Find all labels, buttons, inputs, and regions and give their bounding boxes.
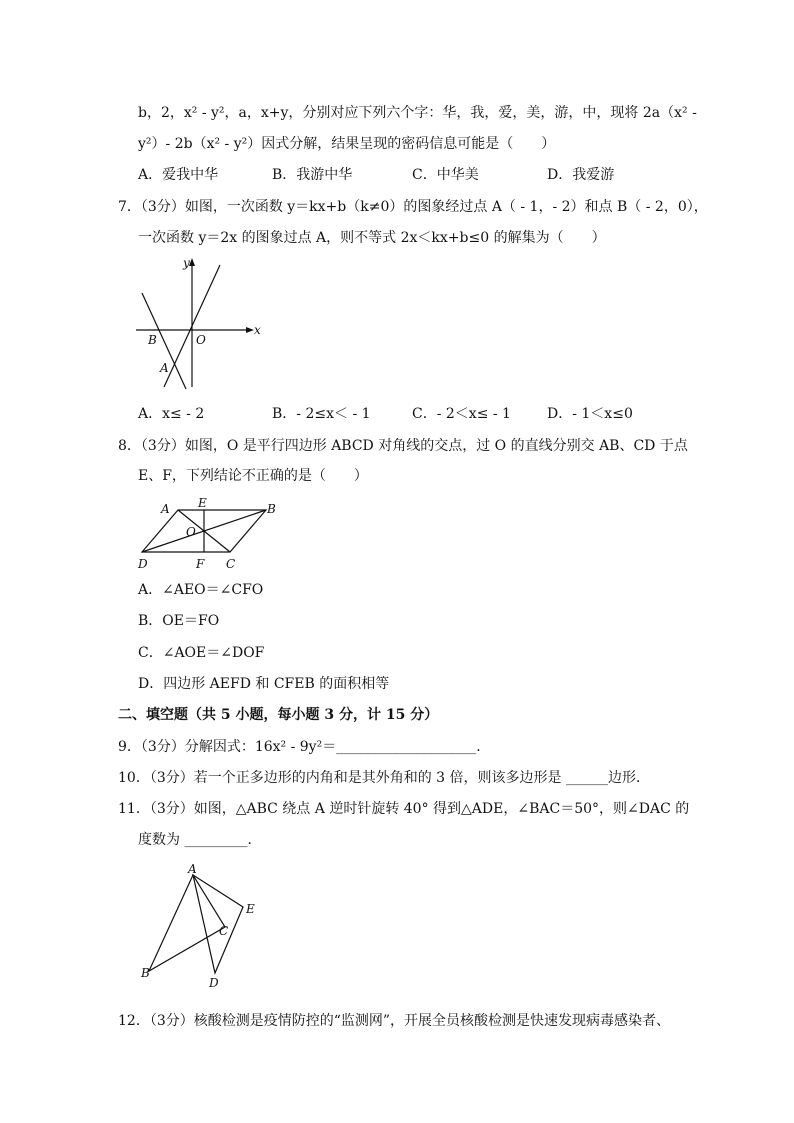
y-axis-arrow <box>189 258 195 266</box>
q6-option-b: B．我游中华 <box>272 167 353 183</box>
q6-text-line1: b，2，x² - y²，a，x+y，分别对应下列六个字：华，我，爱，美，游，中，现将 2a（x² - <box>138 105 697 121</box>
q8-option-a: A．∠AEO＝∠CFO <box>138 582 264 598</box>
q6-option-a: A．爱我中华 <box>138 167 219 183</box>
origin-label: O <box>196 333 206 347</box>
triangle-abc <box>149 875 225 971</box>
q8-option-d: D．四边形 AEFD 和 CFEB 的面积相等 <box>138 676 390 692</box>
point-e-label: E <box>198 496 207 510</box>
q8-text-line1: 8．（3分）如图，O 是平行四边形 ABCD 对角线的交点，过 O 的直线分别交 AB、CD 于点 <box>118 438 688 454</box>
q7-text-line1: 7．（3分）如图，一次函数 y＝kx+b（k≠0）的图象经过点 A（ - 1，- 2）和点 B（ - 2，0）， <box>118 199 708 215</box>
point-a-label: A <box>161 502 170 516</box>
q8-text-line2: E、F，下列结论不正确的是（ ） <box>138 468 368 484</box>
y-axis-label: y <box>183 256 190 270</box>
point-a-label: A <box>160 361 169 375</box>
q8-option-c: C．∠AOE＝∠DOF <box>138 645 265 661</box>
point-d-label: D <box>138 557 148 571</box>
q7-text-line2: 一次函数 y＝2x 的图象过点 A，则不等式 2x＜kx+b≤0 的解集为（ ） <box>138 230 606 246</box>
point-d-label: D <box>209 976 219 990</box>
q10-text: 10．（3分）若一个正多边形的内角和是其外角和的 3 倍，则该多边形是 ______边形． <box>118 770 650 786</box>
q6-option-d: D．我爱游 <box>547 167 615 183</box>
q11-rotation-figure <box>135 863 265 993</box>
q7-option-b: B．- 2≤x＜ - 1 <box>272 406 371 422</box>
point-o-label: O <box>186 525 196 539</box>
q9-text: 9．（3分）分解因式：16x² - 9y²＝____________________． <box>118 739 491 755</box>
triangle-ade <box>193 875 243 973</box>
point-f-label: F <box>196 557 205 571</box>
q6-option-c: C．中华美 <box>412 167 479 183</box>
q7-option-d: D．- 1＜x≤0 <box>547 406 633 422</box>
q12-text: 12．（3分）核酸检测是疫情防控的“监测网”，开展全员核酸检测是快速发现病毒感染者、 <box>118 1013 671 1029</box>
q11-text-line1: 11．（3分）如图，△ABC 绕点 A 逆时针旋转 40° 得到△ADE，∠BAC＝50°，则∠DAC 的 <box>118 801 690 817</box>
q8-option-b: B．OE＝FO <box>138 613 220 629</box>
point-c-label: C <box>226 557 236 571</box>
q11-text-line2: 度数为 _________． <box>138 832 262 848</box>
q6-text-line2: y²）- 2b（x² - y²）因式分解，结果呈现的密码信息可能是（ ） <box>138 136 556 152</box>
q7-option-a: A．x≤ - 2 <box>138 406 205 422</box>
point-e-label: E <box>246 902 255 916</box>
q7-option-c: C．- 2＜x≤ - 1 <box>412 406 511 422</box>
x-axis-arrow <box>246 327 254 333</box>
point-b-label: B <box>141 966 150 980</box>
section-2-heading: 二、填空题（共 5 小题，每小题 3 分，计 15 分） <box>118 707 439 723</box>
q8-parallelogram-figure <box>130 494 290 574</box>
point-b-label: B <box>148 333 157 347</box>
point-c-label: C <box>219 924 229 938</box>
point-a-label: A <box>188 863 197 876</box>
q7-graph-figure <box>130 255 270 390</box>
point-b-label: B <box>267 502 276 516</box>
x-axis-label: x <box>254 323 261 337</box>
